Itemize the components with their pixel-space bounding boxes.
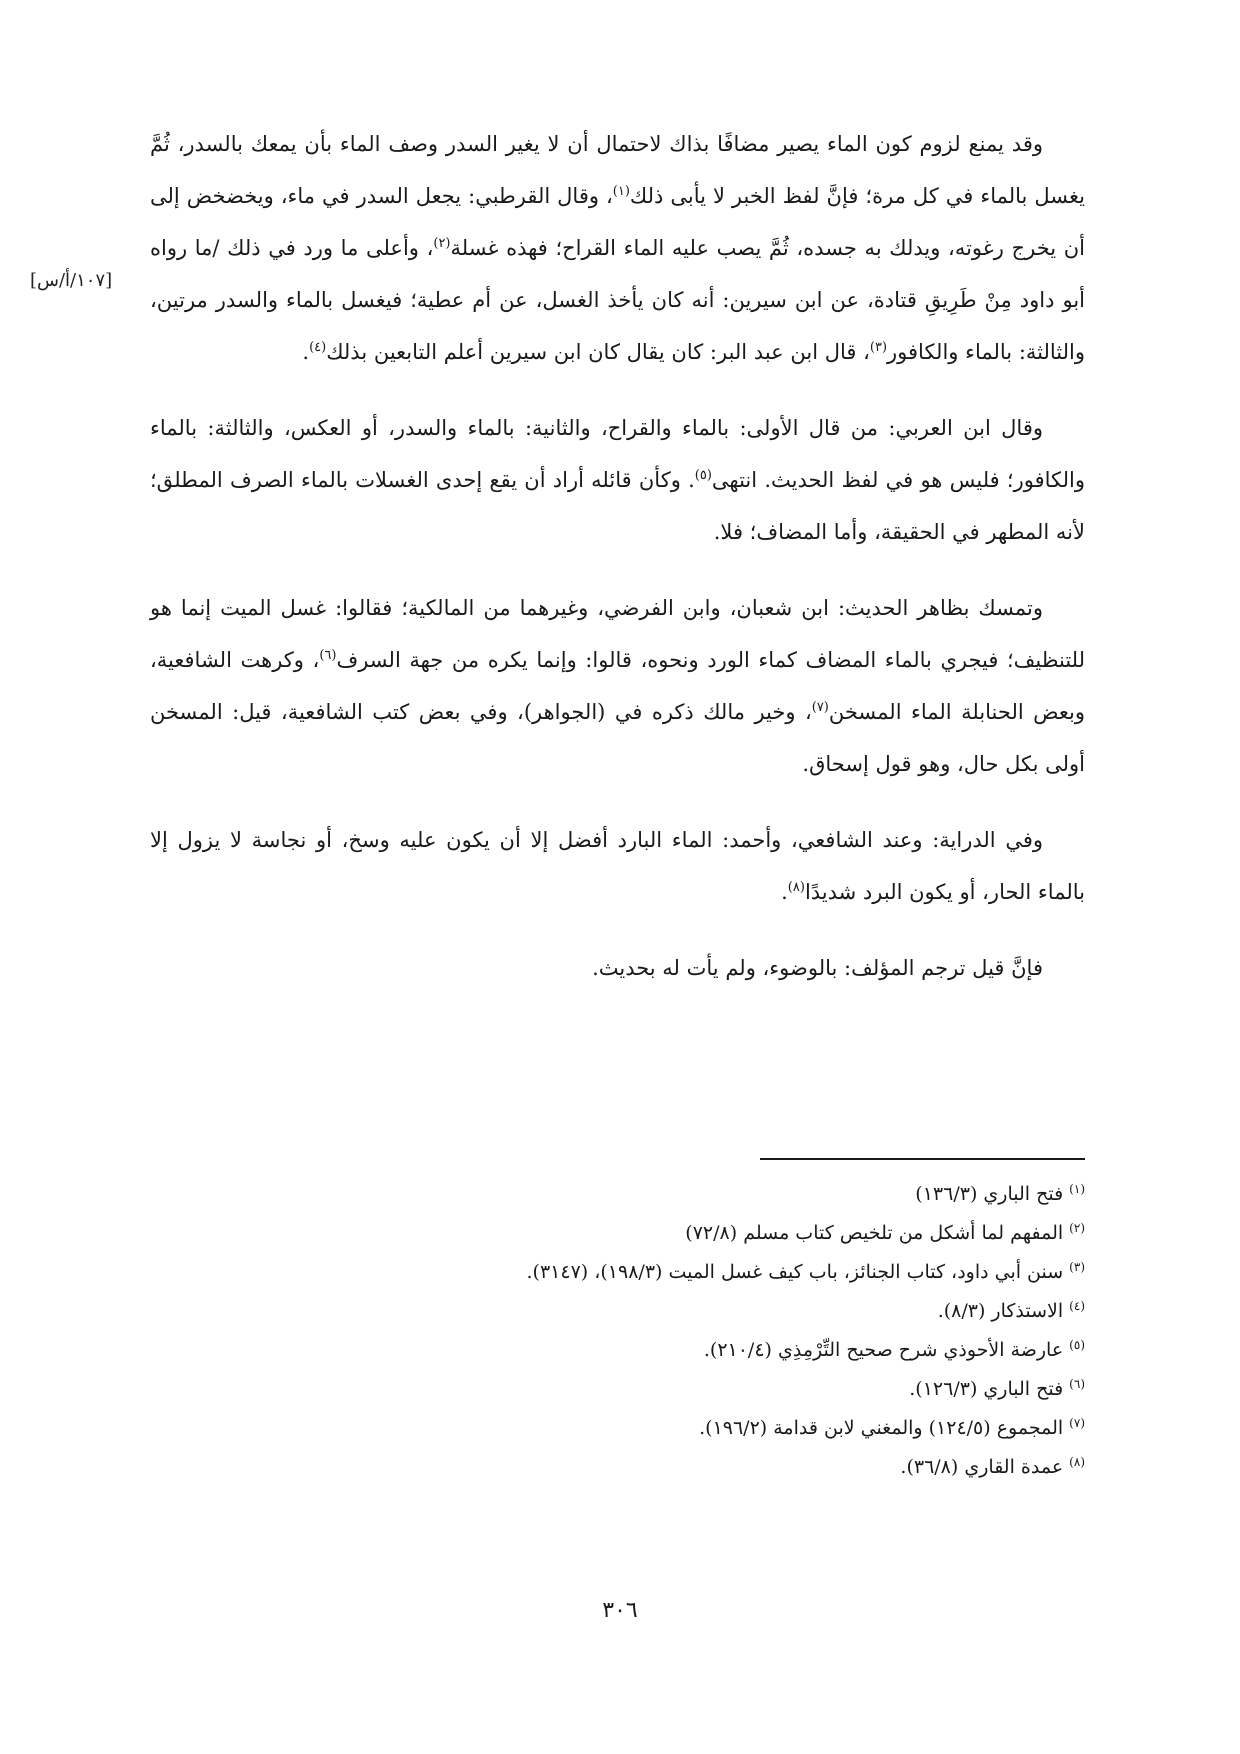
footnote-text: فتح الباري (١٢٦/٣). (909, 1378, 1064, 1400)
footnote-marker[interactable]: (٦) (319, 648, 337, 663)
text-run: ، وأعلى ما ورد في ذلك /ما رواه أبو داود مِنْ طَرِيقِ قتادة، عن ابن سيرين: أنه كان يأخذ الغسل، عن أم عطية؛ فيغسل بالماء والسدر مرتين، والثالثة: بالماء والكافور (150, 236, 1085, 364)
text-run: وتمسك بظاهر الحديث: ابن شعبان، وابن الفرضي، وغيرهما من المالكية؛ فقالوا: غسل الميت إنما هو للتنظيف؛ فيجري بالماء المضاف كماء الورد ونحوه، قالوا: وإنما يكره من جهة السرف (150, 596, 1085, 672)
footnote-number: (٤) (1069, 1298, 1085, 1313)
text-run: . (781, 880, 788, 904)
footnote-item (150, 1175, 1085, 1214)
footnote-number: (٦) (1069, 1376, 1085, 1391)
footnote-number: (١) (1069, 1181, 1085, 1196)
text-run: . (302, 340, 310, 364)
footnote-item (150, 1253, 1085, 1292)
paragraph (150, 814, 1085, 918)
footnote-text: سنن أبي داود، كتاب الجنائز، باب كيف غسل الميت (١٩٨/٣)، (٣١٤٧). (526, 1261, 1064, 1283)
paragraph (150, 942, 1085, 994)
margin-manuscript-reference: [١٠٧/أ/س] (30, 270, 113, 291)
text-run: وقال ابن العربي: من قال الأولى: بالماء والقراح، والثانية: بالماء والسدر، أو العكس، والثالثة: بالماء والكافور؛ فليس هو في لفظ الحديث. انتهى (150, 416, 1086, 492)
footnote-item (150, 1370, 1085, 1409)
footnote-text: الاستذكار (٨/٣). (937, 1300, 1064, 1322)
footnote-text: عارضة الأحوذي شرح صحيح التِّرْمِذِي (٢١٠/٤). (703, 1339, 1064, 1361)
paragraph (150, 402, 1085, 558)
footnote-marker[interactable]: (٢) (433, 236, 451, 251)
footnote-text: فتح الباري (١٣٦/٣) (915, 1183, 1064, 1205)
footnote-number: (٥) (1069, 1337, 1085, 1352)
paragraph (150, 118, 1085, 378)
footnote-item (150, 1409, 1085, 1448)
footnote-separator (760, 1158, 1085, 1160)
page-number: ٣٠٦ (602, 1598, 638, 1623)
footnote-item (150, 1448, 1085, 1487)
text-run: ، قال ابن عبد البر: كان يقال كان ابن سيرين أعلم التابعين بذلك (326, 340, 870, 364)
footnote-text: المجموع (١٢٤/٥) والمغني لابن قدامة (١٩٦/٢). (699, 1417, 1064, 1439)
footnote-marker[interactable]: (٤) (309, 340, 327, 355)
footnote-marker[interactable]: (١) (612, 184, 630, 199)
footnote-number: (٧) (1069, 1415, 1085, 1430)
footnote-marker[interactable]: (٧) (811, 700, 829, 715)
text-run: ، وكرهت الشافعية، وبعض الحنابلة الماء المسخن (150, 648, 1085, 724)
text-run: فإنَّ قيل ترجم المؤلف: بالوضوء، ولم يأت له بحديث. (592, 956, 1043, 980)
footnotes-list (150, 1175, 1085, 1487)
paragraph (150, 582, 1085, 790)
footnote-marker[interactable]: (٨) (787, 880, 805, 895)
footnote-text: المفهم لما أشكل من تلخيص كتاب مسلم (٧٢/٨) (685, 1222, 1064, 1244)
footnote-marker[interactable]: (٥) (694, 468, 712, 483)
text-run: وفي الدراية: وعند الشافعي، وأحمد: الماء البارد أفضل إلا أن يكون عليه وسخ، أو نجاسة لا يزول إلا بالماء الحار، أو يكون البرد شديدًا (150, 828, 1085, 904)
footnote-number: (٨) (1069, 1454, 1085, 1469)
footnote-item (150, 1331, 1085, 1370)
main-text (150, 118, 1085, 1018)
footnote-marker[interactable]: (٣) (869, 340, 888, 355)
text-run: ، وخير مالك ذكره في (الجواهر)، وفي بعض كتب الشافعية، قيل: المسخن أولى بكل حال، وهو قول إسحاق. (150, 700, 1085, 776)
footnote-text: عمدة القاري (٣٦/٨). (900, 1456, 1064, 1478)
footnote-number: (٢) (1069, 1220, 1085, 1235)
footnote-number: (٣) (1069, 1259, 1085, 1274)
text-run: . وكأن قائله أراد أن يقع إحدى الغسلات بالماء الصرف المطلق؛ لأنه المطهر في الحقيقة، وأما المضاف؛ فلا. (150, 468, 1085, 544)
footnote-item (150, 1292, 1085, 1331)
text-run: وقد يمنع لزوم كون الماء يصير مضافًا بذاك لاحتمال أن لا يغير السدر وصف الماء بأن يمعك بالسدر، ثُمَّ يغسل بالماء في كل مرة؛ فإنَّ لفظ الخبر لا يأبى ذلك (150, 132, 1085, 208)
text-run: ، وقال القرطبي: يجعل السدر في ماء، ويخضخض إلى أن يخرج رغوته، ويدلك به جسده، ثُمَّ يصب عليه الماء القراح؛ فهذه غسلة (150, 184, 1085, 260)
footnote-item (150, 1214, 1085, 1253)
